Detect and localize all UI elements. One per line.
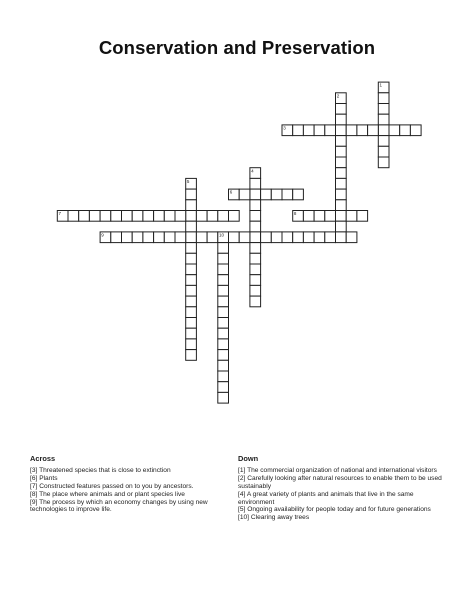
grid-cell[interactable] bbox=[250, 189, 261, 200]
grid-cell[interactable] bbox=[196, 232, 207, 243]
grid-number: 4 bbox=[251, 168, 254, 174]
grid-number: 9 bbox=[101, 232, 104, 238]
grid-number: 5 bbox=[186, 179, 190, 184]
grid-cell[interactable] bbox=[282, 232, 293, 243]
grid-cell[interactable] bbox=[186, 200, 197, 211]
grid-cell[interactable] bbox=[111, 232, 122, 243]
grid-cell[interactable] bbox=[89, 211, 100, 222]
grid-number: 6 bbox=[229, 189, 233, 195]
puzzle-title: Conservation and Preservation bbox=[98, 37, 376, 58]
down-clues bbox=[238, 455, 448, 522]
grid-cell[interactable] bbox=[336, 232, 347, 243]
clue-number: [5] bbox=[238, 506, 246, 514]
grid-cell[interactable] bbox=[143, 232, 154, 243]
grid-cell[interactable] bbox=[186, 350, 197, 361]
grid-cell[interactable] bbox=[175, 211, 186, 222]
clue-number: [9] bbox=[30, 498, 38, 506]
grid-cell[interactable] bbox=[132, 232, 143, 243]
grid-cell[interactable] bbox=[378, 104, 389, 115]
grid-cell[interactable] bbox=[400, 125, 411, 136]
grid-cell[interactable] bbox=[186, 307, 197, 318]
grid-cell[interactable] bbox=[186, 275, 197, 286]
grid-cell[interactable] bbox=[186, 221, 197, 232]
grid-cell[interactable] bbox=[218, 285, 229, 296]
grid-cell[interactable] bbox=[250, 243, 261, 254]
across-clues bbox=[30, 455, 245, 514]
grid-cell[interactable] bbox=[218, 211, 229, 222]
grid-cell[interactable] bbox=[336, 136, 347, 147]
grid-cell[interactable] bbox=[250, 178, 261, 189]
clue-text: Constructed features passed on to you by ancestors. bbox=[39, 482, 194, 490]
clue-text: Carefully looking after natural resources to enable them to be used sustainably bbox=[238, 474, 442, 490]
grid-cell[interactable] bbox=[346, 211, 357, 222]
grid-cell[interactable] bbox=[336, 146, 347, 157]
grid-cell[interactable] bbox=[79, 211, 90, 222]
down-clue-list bbox=[238, 467, 448, 522]
grid-cell[interactable] bbox=[218, 264, 229, 275]
grid-cell[interactable] bbox=[378, 93, 389, 104]
grid-cell[interactable] bbox=[314, 232, 325, 243]
grid-cell[interactable] bbox=[250, 200, 261, 211]
grid-cell[interactable] bbox=[282, 189, 293, 200]
across-heading: Across bbox=[30, 454, 56, 463]
grid-cell[interactable] bbox=[100, 211, 111, 222]
grid-number: 10 bbox=[219, 232, 225, 238]
clue-number: [10] bbox=[238, 514, 249, 522]
grid-cell[interactable] bbox=[207, 232, 218, 243]
grid-cell[interactable] bbox=[218, 339, 229, 350]
grid-cell[interactable] bbox=[186, 339, 197, 350]
clue-number: [3] bbox=[30, 466, 38, 474]
grid-cell[interactable] bbox=[132, 211, 143, 222]
grid-cell[interactable] bbox=[186, 232, 197, 243]
grid-cell[interactable] bbox=[186, 328, 197, 339]
clue-number: [6] bbox=[30, 474, 38, 482]
grid-cell[interactable] bbox=[303, 125, 314, 136]
grid-cell[interactable] bbox=[336, 178, 347, 189]
clue-number: [4] bbox=[238, 490, 246, 498]
grid-cell[interactable] bbox=[325, 232, 336, 243]
grid-cell[interactable] bbox=[378, 114, 389, 125]
grid-cell[interactable] bbox=[218, 382, 229, 393]
grid-cell[interactable] bbox=[378, 146, 389, 157]
grid-cell[interactable] bbox=[314, 211, 325, 222]
across-clue bbox=[30, 467, 245, 475]
grid-number: 2 bbox=[336, 93, 340, 99]
clue-text: Plants bbox=[39, 474, 58, 482]
grid-cell[interactable] bbox=[196, 211, 207, 222]
grid-cell[interactable] bbox=[218, 253, 229, 264]
grid-cell[interactable] bbox=[164, 211, 175, 222]
grid-cell[interactable] bbox=[229, 232, 240, 243]
grid-cell[interactable] bbox=[336, 157, 347, 168]
grid-cell[interactable] bbox=[389, 125, 400, 136]
grid-cell[interactable] bbox=[250, 253, 261, 264]
grid-cell[interactable] bbox=[68, 211, 79, 222]
grid-cell[interactable] bbox=[250, 211, 261, 222]
grid-cell[interactable] bbox=[336, 104, 347, 115]
grid-cell[interactable] bbox=[207, 211, 218, 222]
grid-cell[interactable] bbox=[336, 189, 347, 200]
clue-number: [7] bbox=[30, 482, 38, 490]
grid-cell[interactable] bbox=[314, 125, 325, 136]
grid-cell[interactable] bbox=[186, 189, 197, 200]
grid-cell[interactable] bbox=[186, 285, 197, 296]
grid-cell[interactable] bbox=[218, 307, 229, 318]
grid-cell[interactable] bbox=[143, 211, 154, 222]
grid-number: 7 bbox=[58, 211, 62, 217]
grid-cell[interactable] bbox=[336, 211, 347, 222]
grid-cell[interactable] bbox=[122, 211, 133, 222]
grid-cell[interactable] bbox=[111, 211, 122, 222]
down-clue bbox=[238, 491, 448, 507]
grid-cell[interactable] bbox=[218, 328, 229, 339]
clue-text: The process by which an economy changes by using new technologies to improve life. bbox=[30, 498, 208, 514]
grid-cell[interactable] bbox=[303, 232, 314, 243]
grid-cell[interactable] bbox=[271, 232, 282, 243]
grid-cell[interactable] bbox=[186, 243, 197, 254]
grid-cell[interactable] bbox=[218, 296, 229, 307]
grid-cell[interactable] bbox=[293, 232, 304, 243]
grid-cell[interactable] bbox=[250, 232, 261, 243]
grid-number: 8 bbox=[293, 211, 297, 217]
grid-cell[interactable] bbox=[250, 285, 261, 296]
grid-cell[interactable] bbox=[122, 232, 133, 243]
grid-cell[interactable] bbox=[368, 125, 379, 136]
grid-cell[interactable] bbox=[378, 157, 389, 168]
grid-cell[interactable] bbox=[336, 114, 347, 125]
grid-cell[interactable] bbox=[154, 232, 165, 243]
grid-cell[interactable] bbox=[303, 211, 314, 222]
grid-cell[interactable] bbox=[186, 211, 197, 222]
grid-cell[interactable] bbox=[250, 296, 261, 307]
grid-cell[interactable] bbox=[261, 189, 272, 200]
grid-cell[interactable] bbox=[271, 189, 282, 200]
grid-cell[interactable] bbox=[175, 232, 186, 243]
grid-cell[interactable] bbox=[336, 168, 347, 179]
clue-text: The commercial organization of national and international visitors bbox=[247, 466, 437, 474]
grid-cell[interactable] bbox=[410, 125, 421, 136]
grid-cell[interactable] bbox=[218, 275, 229, 286]
grid-cell[interactable] bbox=[378, 125, 389, 136]
clue-number: [2] bbox=[238, 474, 246, 482]
clue-number: [8] bbox=[30, 490, 38, 498]
grid-cell[interactable] bbox=[186, 253, 197, 264]
grid-cell[interactable] bbox=[293, 189, 304, 200]
grid-cell[interactable] bbox=[325, 125, 336, 136]
grid-cell[interactable] bbox=[336, 125, 347, 136]
grid-number: 3 bbox=[283, 125, 286, 131]
grid-cell[interactable] bbox=[293, 125, 304, 136]
grid-cell[interactable] bbox=[346, 125, 357, 136]
grid-cell[interactable] bbox=[154, 211, 165, 222]
grid-cell[interactable] bbox=[336, 221, 347, 232]
grid-cell[interactable] bbox=[218, 371, 229, 382]
grid-cell[interactable] bbox=[357, 125, 368, 136]
grid-cell[interactable] bbox=[250, 264, 261, 275]
grid-cell[interactable] bbox=[239, 189, 250, 200]
across-clue bbox=[30, 475, 245, 483]
clue-text: Threatened species that is close to extinction bbox=[39, 466, 171, 474]
grid-cell[interactable] bbox=[229, 211, 240, 222]
grid-cell[interactable] bbox=[186, 318, 197, 329]
grid-cell[interactable] bbox=[218, 243, 229, 254]
grid-cell[interactable] bbox=[218, 392, 229, 403]
grid-cell[interactable] bbox=[186, 264, 197, 275]
grid-cell[interactable] bbox=[218, 360, 229, 371]
grid-cell[interactable] bbox=[261, 232, 272, 243]
grid-cell[interactable] bbox=[378, 136, 389, 147]
across-clue bbox=[30, 491, 245, 499]
grid-cell[interactable] bbox=[357, 211, 368, 222]
grid-cell[interactable] bbox=[218, 350, 229, 361]
clue-text: A great variety of plants and animals that live in the same environment bbox=[238, 490, 414, 506]
down-clue bbox=[238, 506, 448, 514]
clue-text: The place where animals and or plant species live bbox=[39, 490, 185, 498]
down-clue bbox=[238, 475, 448, 491]
down-clue bbox=[238, 467, 448, 475]
grid-cell[interactable] bbox=[164, 232, 175, 243]
down-clue bbox=[238, 514, 448, 522]
grid-cell[interactable] bbox=[186, 296, 197, 307]
clue-text: Clearing away trees bbox=[250, 514, 310, 522]
grid-cell[interactable] bbox=[250, 221, 261, 232]
clue-text: Ongoing availability for people today and for future generations bbox=[247, 506, 431, 514]
grid-cell[interactable] bbox=[325, 211, 336, 222]
across-clue bbox=[30, 483, 245, 491]
clue-number: [1] bbox=[238, 466, 246, 474]
grid-number: 1 bbox=[379, 82, 383, 88]
down-heading: Down bbox=[238, 454, 259, 463]
grid-cell[interactable] bbox=[336, 200, 347, 211]
grid-cell[interactable] bbox=[239, 232, 250, 243]
across-clue bbox=[30, 499, 245, 515]
grid-cell[interactable] bbox=[250, 275, 261, 286]
grid-cell[interactable] bbox=[346, 232, 357, 243]
grid-cell[interactable] bbox=[218, 318, 229, 329]
across-clue-list bbox=[30, 467, 245, 514]
